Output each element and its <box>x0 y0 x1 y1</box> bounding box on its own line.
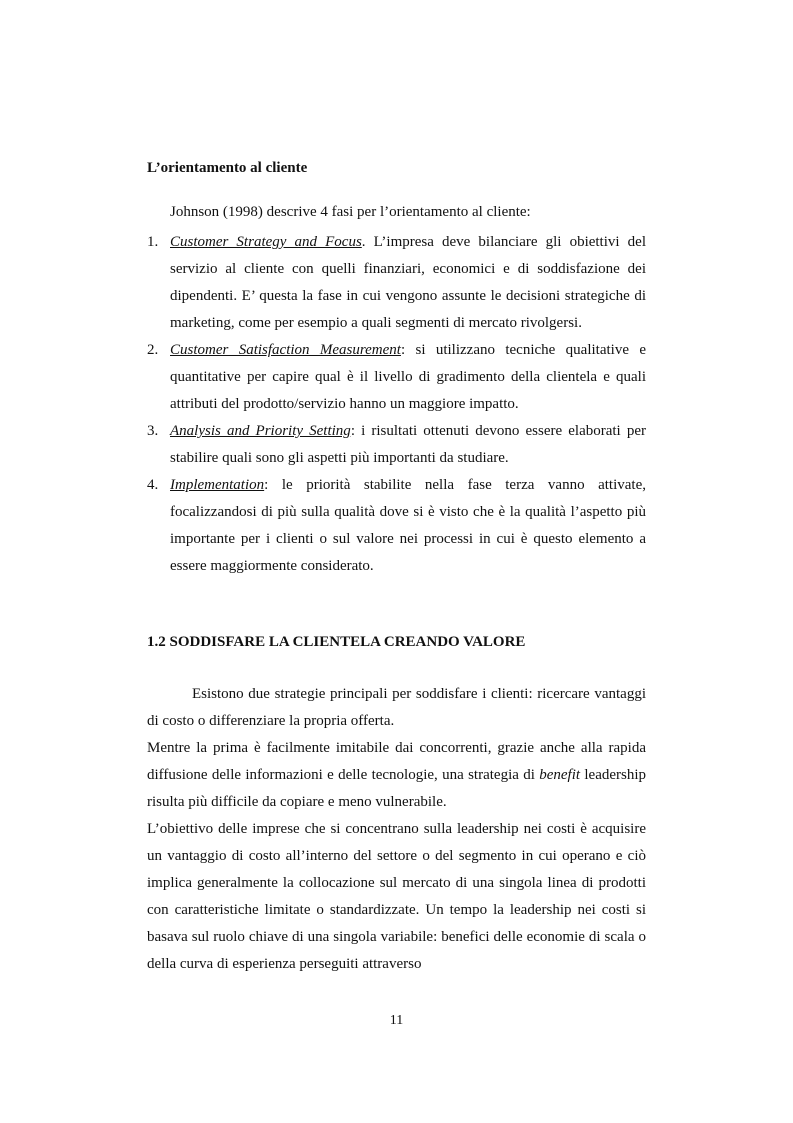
paragraph-text: Mentre la prima è facilmente imitabile dai concorrenti, grazie anche alla rapida diffusione delle informazioni e delle tecnologie, una strategia di <box>147 740 646 783</box>
intro-sentence: Johnson (1998) descrive 4 fasi per l’orientamento al cliente: <box>170 204 531 220</box>
list-item-number: 3. <box>147 423 159 439</box>
list-item <box>147 229 646 337</box>
list-item <box>147 418 646 472</box>
page-number: 11 <box>389 1013 404 1028</box>
list-item-number: 2. <box>147 342 159 358</box>
phase-term: Customer Strategy and Focus <box>170 234 362 250</box>
list-item-number: 1. <box>147 234 159 250</box>
emphasized-word: benefit <box>539 767 581 783</box>
paragraph <box>147 735 646 816</box>
list-item <box>147 472 646 580</box>
subheading: L’orientamento al cliente <box>147 160 308 176</box>
document-page <box>147 0 646 1123</box>
paragraph-text: leadership risulta più difficile da copiare e meno vulnerabile. <box>147 767 647 810</box>
phase-term: Analysis and Priority Setting <box>170 423 351 439</box>
phase-description: : le priorità stabilite nella fase terza vanno attivate, focalizzandosi di più sulla qualità dove si è visto che è la qualità l’aspetto più importante per i clienti o sul valore nei processi in cui è questo elemento a essere maggiormente considerato. <box>170 477 646 574</box>
phase-term: Implementation <box>170 477 265 493</box>
list-item-number: 4. <box>147 477 159 493</box>
phase-description: : i risultati ottenuti devono essere elaborati per stabilire quali sono gli aspetti più importanti da studiare. <box>170 423 646 466</box>
list-item <box>147 337 646 418</box>
phase-description: : si utilizzano tecniche qualitative e quantitative per capire qual è il livello di gradimento della clientela e quali attributi del prodotto/servizio hanno un maggiore impatto. <box>170 342 646 412</box>
paragraph: L’obiettivo delle imprese che si concentrano sulla leadership nei costi è acquisire un vantaggio di costo all’interno del settore o del segmento in cui operano e ciò implica generalmente la collocazione sul mercato di una singola linea di prodotti con caratteristiche limitate o standardizzate. Un tempo la leadership nei costi si basava sul ruolo chiave di una singola variabile: benefici delle economie di scala o della curva di esperienza perseguiti attraverso <box>147 821 646 972</box>
phase-list <box>147 229 646 580</box>
section-body <box>147 681 646 978</box>
phase-term: Customer Satisfaction Measurement <box>170 342 401 358</box>
paragraph: Esistono due strategie principali per soddisfare i clienti: ricercare vantaggi di costo o differenziare la propria offerta. <box>147 686 646 729</box>
section-heading: 1.2 SODDISFARE LA CLIENTELA CREANDO VALORE <box>147 634 526 650</box>
phase-description: . L’impresa deve bilanciare gli obiettivi del servizio al cliente con quelli finanziari, economici e di soddisfazione dei dipendenti. E’ questa la fase in cui vengono assunte le decisioni strategiche di marketing, come per esempio a quali segmenti di mercato rivolgersi. <box>170 234 646 331</box>
